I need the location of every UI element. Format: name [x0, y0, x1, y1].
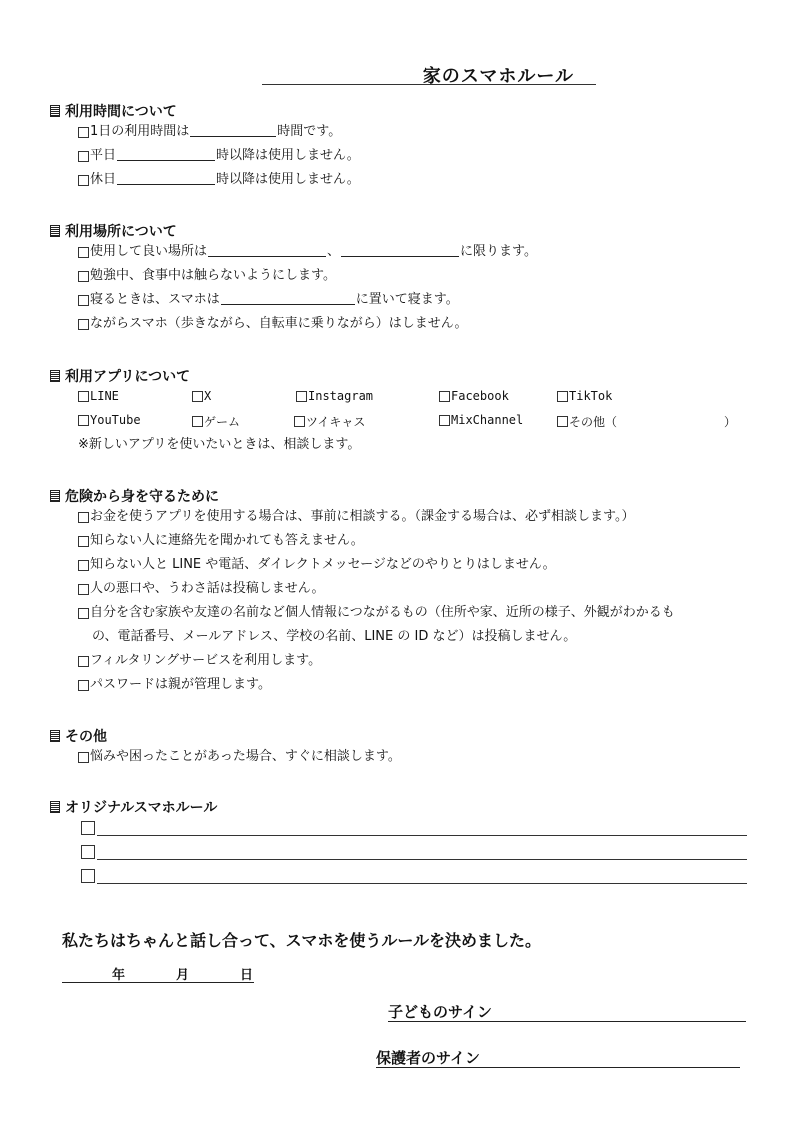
- app-other-close-paren: ）: [724, 415, 737, 429]
- checkbox[interactable]: [439, 391, 450, 402]
- app-option-other[interactable]: その他（: [557, 413, 617, 430]
- checkbox[interactable]: [557, 391, 568, 402]
- fill-blank[interactable]: [117, 159, 215, 161]
- original-rule-line[interactable]: [97, 834, 747, 836]
- section-heading-other: その他: [50, 726, 107, 746]
- place-item-nagara: ながらスマホ（歩きながら、自転車に乗りながら）はしません。: [78, 316, 468, 332]
- original-rule-line[interactable]: [97, 882, 747, 884]
- safety-item-gossip: 人の悪口や、うわさ話は投稿しません。: [78, 581, 325, 597]
- checkbox[interactable]: [78, 271, 89, 282]
- safety-item-personal-info: 自分を含む家族や友達の名前など個人情報につながるもの（住所や家、近所の様子、外観がわかるも: [78, 605, 675, 621]
- checkbox[interactable]: [78, 247, 89, 258]
- app-option-tiktok[interactable]: TikTok: [557, 389, 612, 403]
- parent-signature-line[interactable]: [376, 1047, 740, 1068]
- checkbox[interactable]: [78, 295, 89, 306]
- section-heading-apps: 利用アプリについて: [50, 366, 190, 386]
- app-option-youtube[interactable]: YouTube: [78, 413, 141, 427]
- safety-item-personal-info-cont: の、電話番号、メールアドレス、学校の名前、LINE の ID など）は投稿しません。: [92, 629, 577, 644]
- fill-blank[interactable]: [221, 303, 355, 305]
- safety-item-contact: 知らない人に連絡先を聞かれても答えません。: [78, 533, 364, 549]
- fill-blank[interactable]: [208, 255, 326, 257]
- section-bullet-icon: [50, 801, 60, 813]
- original-rule-checkbox[interactable]: [81, 821, 95, 835]
- safety-item-strangers: 知らない人と LINE や電話、ダイレクトメッセージなどのやりとりはしません。: [78, 557, 556, 573]
- checkbox[interactable]: [78, 584, 89, 595]
- place-item-study-meal: 勉強中、食事中は触らないようにします。: [78, 268, 336, 284]
- time-item-holiday: 休日 時以降は使用しません。: [78, 172, 360, 188]
- date-line[interactable]: [62, 964, 254, 983]
- checkbox[interactable]: [78, 752, 89, 763]
- original-rule-checkbox[interactable]: [81, 869, 95, 883]
- fill-blank[interactable]: [341, 255, 459, 257]
- checkbox[interactable]: [294, 416, 305, 427]
- time-item-daily: 1日の利用時間は 時間です。: [78, 124, 341, 140]
- checkbox[interactable]: [78, 151, 89, 162]
- section-bullet-icon: [50, 370, 60, 382]
- agreement-statement: 私たちはちゃんと話し合って、スマホを使うルールを決めました。: [62, 931, 542, 950]
- page-title: 家のスマホルール: [422, 66, 574, 87]
- checkbox[interactable]: [78, 512, 89, 523]
- date-month-label: 月: [176, 968, 190, 983]
- safety-item-filtering: フィルタリングサービスを利用します。: [78, 653, 321, 669]
- safety-item-password: パスワードは親が管理します。: [78, 677, 271, 693]
- checkbox[interactable]: [296, 391, 307, 402]
- app-option-facebook[interactable]: Facebook: [439, 389, 509, 403]
- checkbox[interactable]: [439, 415, 450, 426]
- child-signature-label: 子どものサイン: [388, 1003, 492, 1021]
- original-rule-line[interactable]: [97, 858, 747, 860]
- checkbox[interactable]: [557, 416, 568, 427]
- checkbox[interactable]: [78, 680, 89, 691]
- checkbox[interactable]: [78, 656, 89, 667]
- place-item-sleep: 寝るときは、スマホは に置いて寝ます。: [78, 292, 459, 308]
- other-item-consult: 悩みや困ったことがあった場合、すぐに相談します。: [78, 749, 401, 765]
- app-option-line[interactable]: LINE: [78, 389, 119, 403]
- section-heading-place: 利用場所について: [50, 221, 177, 241]
- place-item-allowed: 使用して良い場所は 、 に限ります。: [78, 244, 537, 260]
- date-year-label: 年: [112, 968, 126, 983]
- child-signature-line[interactable]: [388, 1001, 746, 1022]
- time-item-weekday: 平日 時以降は使用しません。: [78, 148, 360, 164]
- section-bullet-icon: [50, 105, 60, 117]
- checkbox[interactable]: [78, 391, 89, 402]
- apps-note: ※新しいアプリを使いたいときは、相談します。: [78, 437, 361, 452]
- app-option-game[interactable]: ゲーム: [192, 413, 240, 430]
- fill-blank[interactable]: [190, 135, 276, 137]
- section-heading-safety: 危険から身を守るために: [50, 486, 219, 506]
- checkbox[interactable]: [78, 127, 89, 138]
- title-underline: [262, 62, 596, 85]
- app-option-mixchannel[interactable]: MixChannel: [439, 413, 523, 427]
- app-option-instagram[interactable]: Instagram: [296, 389, 373, 403]
- safety-item-paid-apps: お金を使うアプリを使用する場合は、事前に相談する。（課金する場合は、必ず相談します。）: [78, 509, 634, 525]
- parent-signature-label: 保護者のサイン: [376, 1049, 480, 1067]
- section-bullet-icon: [50, 730, 60, 742]
- checkbox[interactable]: [78, 319, 89, 330]
- section-heading-time: 利用時間について: [50, 101, 177, 121]
- original-rule-checkbox[interactable]: [81, 845, 95, 859]
- fill-blank[interactable]: [117, 183, 215, 185]
- checkbox[interactable]: [192, 416, 203, 427]
- checkbox[interactable]: [78, 415, 89, 426]
- checkbox[interactable]: [78, 175, 89, 186]
- checkbox[interactable]: [192, 391, 203, 402]
- section-bullet-icon: [50, 490, 60, 502]
- section-heading-original: オリジナルスマホルール: [50, 797, 217, 817]
- checkbox[interactable]: [78, 608, 89, 619]
- app-option-x[interactable]: X: [192, 389, 211, 403]
- checkbox[interactable]: [78, 560, 89, 571]
- checkbox[interactable]: [78, 536, 89, 547]
- app-option-twitcasting[interactable]: ツイキャス: [294, 413, 365, 430]
- section-bullet-icon: [50, 225, 60, 237]
- date-day-label: 日: [240, 968, 254, 983]
